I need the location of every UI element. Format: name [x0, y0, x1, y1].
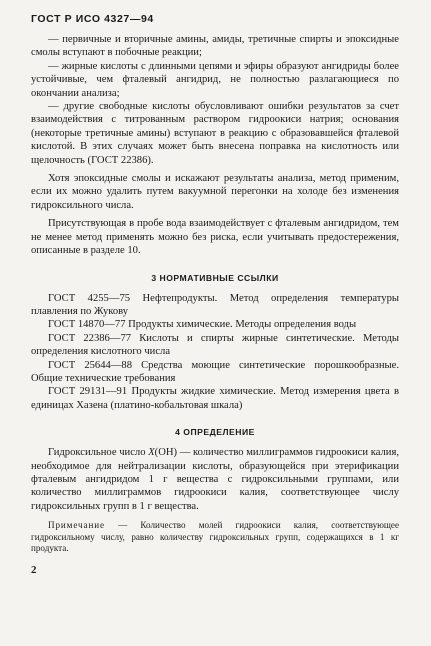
section-heading: 3 НОРМАТИВНЫЕ ССЫЛКИ [151, 272, 279, 283]
definition-rest: (OH) — количество миллиграммов гидроокиси калия, необходимое для нейтрализации кислоты, образующейся при этерификации фталевым ангидридом 1 г вещества с гидроксильными группами, или количество миллиграммов гидроокиси калия, соответствующее числу гидроксильных групп в 1 г вещества. [31, 447, 399, 512]
note-text: — Количество молей гидроокиси калия, соответствующее гидроксильному числу, равно количеству гидроксильных групп, содержащихся в 1 кг продукта. [31, 520, 399, 553]
definition-symbol: X [148, 447, 155, 459]
list-item: — жирные кислоты с длинными цепями и эфиры образуют ангидриды более устойчивые, чем фталевый ангидрид, не полностью разлагающиеся по окончании анализа; [31, 60, 399, 99]
definition-start: Гидроксильное число [48, 447, 149, 459]
reference-item: ГОСТ 22386—77 Кислоты и спирты жирные синтетические. Методы определения кислотного числа [31, 332, 399, 358]
paragraph: Присутствующая в пробе вода взаимодействует с фталевым ангидридом, тем не менее метод применять можно без риска, если учитывать предостережения, описанные в разделе 10. [31, 218, 399, 257]
reference-item: ГОСТ 4255—75 Нефтепродукты. Метод определения температуры плавления по Жукову [31, 292, 399, 317]
document-header: ГОСТ Р ИСО 4327—94 [31, 13, 154, 25]
list-item: — первичные и вторичные амины, амиды, третичные спирты и эпоксидные смолы вступают в побочные реакции; [31, 34, 399, 59]
reference-item: ГОСТ 14870—77 Продукты химические. Методы определения воды [48, 319, 357, 331]
list-item: — другие свободные кислоты обусловливают ошибки результатов за счет взаимодействия с титрованным раствором гидроокиси натрия; основания (некоторые третичные амины) вступают в реакцию с образовавшейся фталевой кислотой. В этих случаях может быть внесена поправка на кислотность или щелочность (ГОСТ 22386). [31, 101, 399, 166]
section-heading: 4 ОПРЕДЕЛЕНИЕ [175, 427, 255, 438]
page-number: 2 [31, 564, 37, 576]
paragraph: Хотя эпоксидные смолы и искажают результаты анализа, метод применим, если их можно удалить путем вакуумной перегонки на холоде без изменения гидроксильного числа. [31, 173, 399, 211]
document-body [31, 33, 399, 554]
note [31, 520, 399, 554]
note-label: Примечание [48, 520, 105, 531]
reference-item: ГОСТ 25644—88 Средства моющие синтетические порошкообразные. Общие технические требования [31, 359, 399, 384]
reference-item: ГОСТ 29131—91 Продукты жидкие химические. Метод измерения цвета в единицах Хазена (платино-кобальтовая шкала) [31, 386, 399, 411]
definition-paragraph [31, 446, 399, 513]
